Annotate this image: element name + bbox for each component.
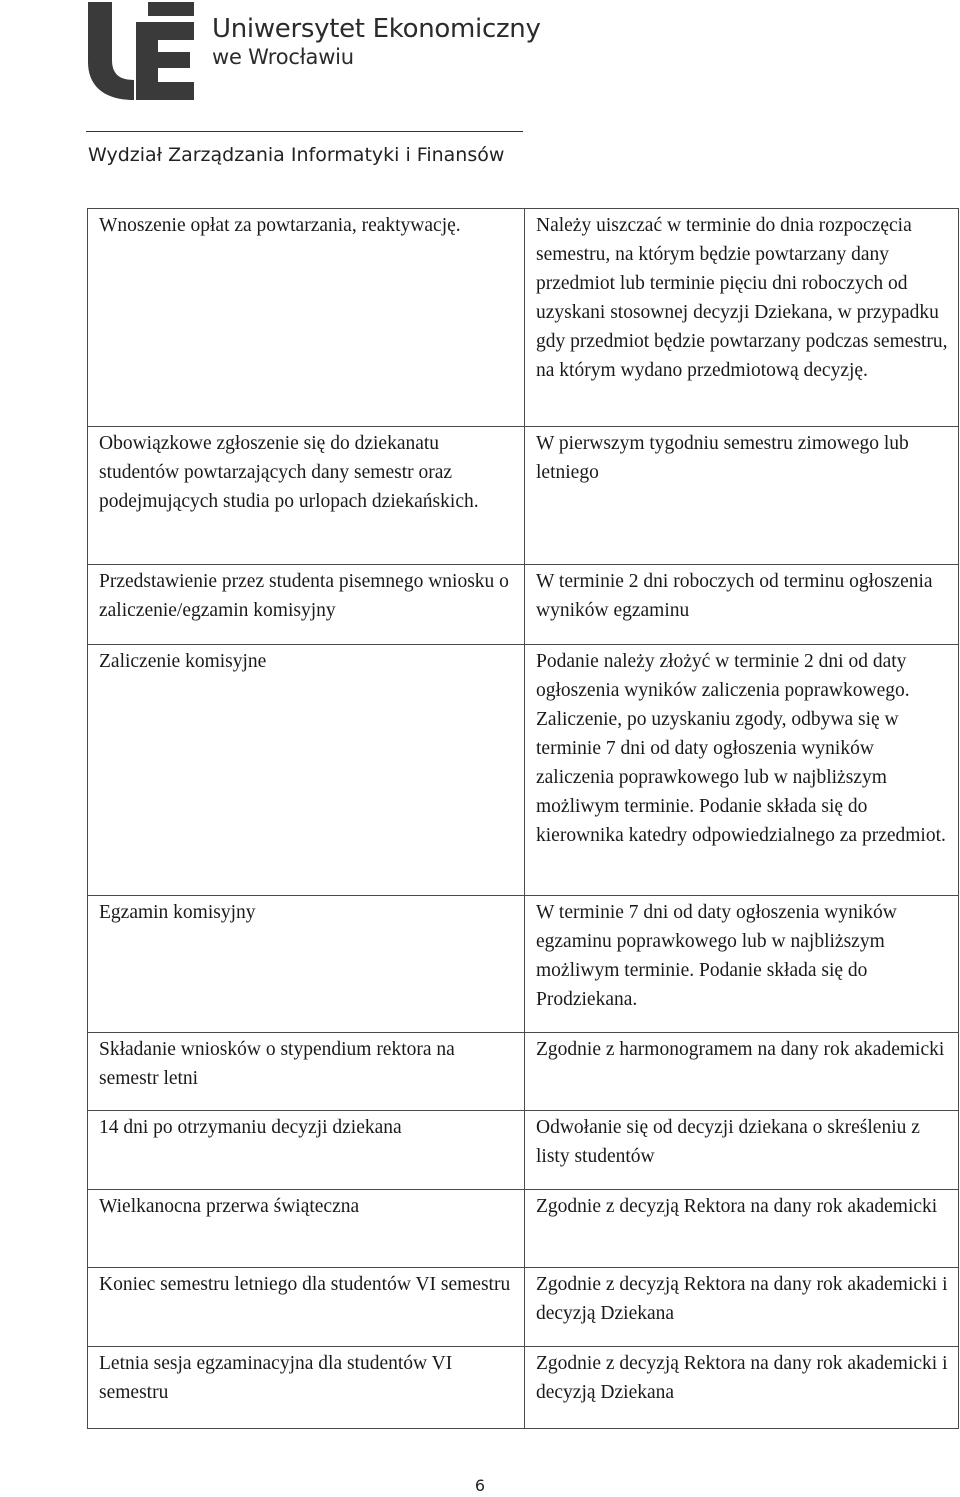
- deadline-cell: W pierwszym tygodniu semestru zimowego lub letniego: [525, 427, 959, 565]
- event-cell: Egzamin komisyjny: [88, 896, 525, 1033]
- deadline-cell: W terminie 7 dni od daty ogłoszenia wyników egzaminu poprawkowego lub w najbliższym możliwym terminie. Podanie składa się do Prodziekana.: [525, 896, 959, 1033]
- faculty-name: Wydział Zarządzania Informatyki i Finansów: [88, 144, 505, 166]
- schedule-table: [87, 208, 959, 1429]
- event-cell: Wnoszenie opłat za powtarzania, reaktywację.: [88, 209, 525, 427]
- deadline-cell: Zgodnie z decyzją Rektora na dany rok akademicki i decyzją Dziekana: [525, 1268, 959, 1347]
- table-row: [88, 209, 959, 427]
- deadline-cell: Podanie należy złożyć w terminie 2 dni od daty ogłoszenia wyników zaliczenia poprawkowego. Zaliczenie, po uzyskaniu zgody, odbywa się w terminie 7 dni od daty ogłoszenia wyników zaliczenia poprawkowego lub w najbliższym możliwym terminie. Podanie składa się do kierownika katedry odpowiedzialnego za przedmiot.: [525, 645, 959, 896]
- table-row: [88, 565, 959, 645]
- university-name-line2: we Wrocławiu: [212, 45, 354, 69]
- event-cell: Obowiązkowe zgłoszenie się do dziekanatu studentów powtarzających dany semestr oraz podejmujących studia po urlopach dziekańskich.: [88, 427, 525, 565]
- table-row: [88, 1111, 959, 1190]
- table-row: [88, 896, 959, 1033]
- table-row: [88, 1190, 959, 1268]
- table-row: [88, 427, 959, 565]
- event-cell: Koniec semestru letniego dla studentów VI semestru: [88, 1268, 525, 1347]
- deadline-cell: Zgodnie z decyzją Rektora na dany rok akademicki i decyzją Dziekana: [525, 1347, 959, 1429]
- university-name-line1: Uniwersytet Ekonomiczny: [212, 14, 541, 44]
- header-divider: [86, 131, 523, 132]
- table-row: [88, 645, 959, 896]
- event-cell: Wielkanocna przerwa świąteczna: [88, 1190, 525, 1268]
- event-cell: Zaliczenie komisyjne: [88, 645, 525, 896]
- page-number: 6: [474, 1476, 486, 1495]
- event-cell: Składanie wniosków o stypendium rektora na semestr letni: [88, 1033, 525, 1111]
- event-cell: 14 dni po otrzymaniu decyzji dziekana: [88, 1111, 525, 1190]
- university-logo-icon: [86, 2, 196, 100]
- university-name: [212, 14, 541, 70]
- deadline-cell: Zgodnie z harmonogramem na dany rok akademicki: [525, 1033, 959, 1111]
- deadline-cell: W terminie 2 dni roboczych od terminu ogłoszenia wyników egzaminu: [525, 565, 959, 645]
- table-row: [88, 1268, 959, 1347]
- deadline-cell: Odwołanie się od decyzji dziekana o skreśleniu z listy studentów: [525, 1111, 959, 1190]
- table-row: [88, 1347, 959, 1429]
- event-cell: Przedstawienie przez studenta pisemnego wniosku o zaliczenie/egzamin komisyjny: [88, 565, 525, 645]
- event-cell: Letnia sesja egzaminacyjna dla studentów VI semestru: [88, 1347, 525, 1429]
- table-row: [88, 1033, 959, 1111]
- deadline-cell: Zgodnie z decyzją Rektora na dany rok akademicki: [525, 1190, 959, 1268]
- deadline-cell: Należy uiszczać w terminie do dnia rozpoczęcia semestru, na którym będzie powtarzany dany przedmiot lub terminie pięciu dni roboczych od uzyskani stosownej decyzji Dziekana, w przypadku gdy przedmiot będzie powtarzany podczas semestru, na którym wydano przedmiotową decyzję.: [525, 209, 959, 427]
